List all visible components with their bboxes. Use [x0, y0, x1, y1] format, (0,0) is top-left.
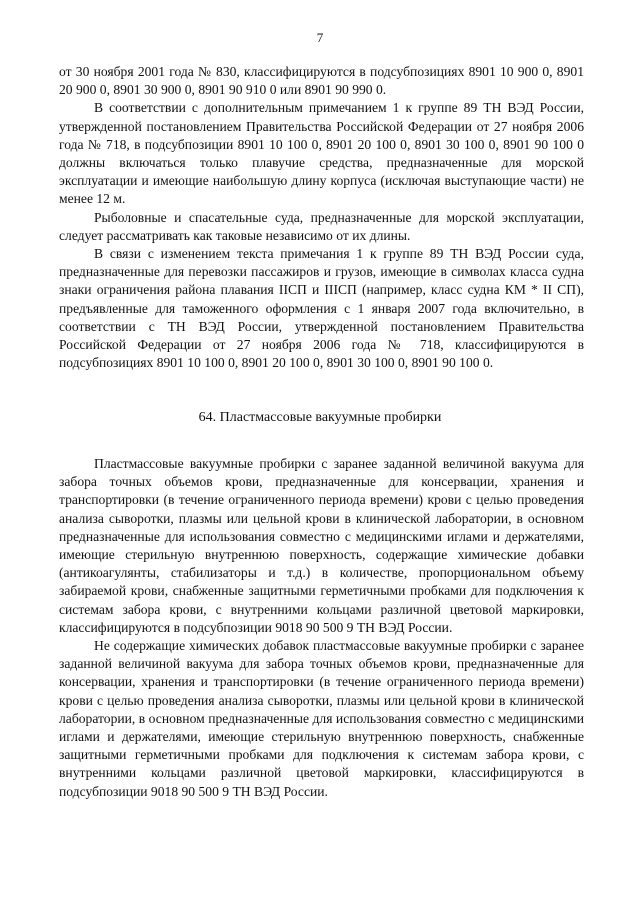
paragraph-note-group-89: В соответствии с дополнительным примечанием 1 к группе 89 ТН ВЭД России, утвержденной постановлением Правительства Российской Федерации от 27 ноября 2006 года № 718, в подсубпозиции 8901 10 100 0, 8901 20 100 0, 8901 30 100 0, 8901 90 100 0 должны включаться только плавучие средства, предназначенные для морской эксплуатации и имеющие наибольшую длину корпуса (исключая выступающие части) не менее 12 м.: [59, 100, 584, 207]
paragraph-fishing-vessels: Рыболовные и спасательные суда, предназначенные для морской эксплуатации, следует рассматривать как таковые независимо от их длины.: [59, 209, 584, 243]
page-number: 7: [316, 30, 324, 45]
section-title: 64. Пластмассовые вакуумные пробирки: [198, 410, 442, 425]
section-text-block: [59, 455, 584, 801]
paragraph-continuation: от 30 ноября 2001 года № 830, классифицируются в подсубпозициях 8901 10 900 0, 8901 20 900 0, 8901 30 900 0, 8901 90 910 0 или 8901 90 990 0.: [59, 64, 584, 98]
paragraph-vacuum-tubes-without-additives: Не содержащие химических добавок пластмассовые вакуумные пробирки с заранее заданной величиной вакуума для забора точных объемов крови, предназначенные для консервации, хранения и транспортировки (в течение ограниченного периода времени) крови с целью проведения анализа сыворотки, плазмы или цельной крови в клинической лаборатории, в основном предназначенные для использования совместно с медицинскими иглами и держателями, имеющие стерильную внутреннюю поверхность, снабженные защитными герметичными пробками для подключения к системам забора крови, с внутренними кольцами различной цветовой маркировки, классифицируются в подсубпозиции 9018 90 500 9 ТН ВЭД России.: [59, 638, 584, 799]
paragraph-vacuum-tubes-with-additives: Пластмассовые вакуумные пробирки с заранее заданной величиной вакуума для забора точных объемов крови, предназначенные для консервации, хранения и транспортировки (в течение ограниченного периода времени) крови с целью проведения анализа сыворотки, плазмы или цельной крови в клинической лаборатории, в основном предназначенные для использования совместно с медицинскими иглами и держателями, имеющие стерильную внутреннюю поверхность, содержащие химические добавки (антикоагулянты, стабилизаторы и т.д.) в количестве, пропорциональном объему забираемой крови, снабженные защитными герметичными пробками для подключения к системам забора крови, с внутренними кольцами различной цветовой маркировки, классифицируются в подсубпозиции 9018 90 500 9 ТН ВЭД России.: [59, 456, 584, 635]
top-text-block: [59, 63, 584, 372]
paragraph-passenger-cargo-vessels: В связи с изменением текста примечания 1 к группе 89 ТН ВЭД России суда, предназначенные для перевозки пассажиров и грузов, имеющие в символах класса судна знаки ограничения района плавания IIСП и IIIСП (например, класс судна КМ * II СП), предъявленные для таможенного оформления с 1 января 2007 года включительно, в соответствии с ТН ВЭД России, утвержденной постановлением Правительства Российской Федерации от 27 ноября 2006 года № 718, классифицируются в подсубпозициях 8901 10 100 0, 8901 20 100 0, 8901 30 100 0, 8901 90 100 0.: [59, 246, 584, 371]
